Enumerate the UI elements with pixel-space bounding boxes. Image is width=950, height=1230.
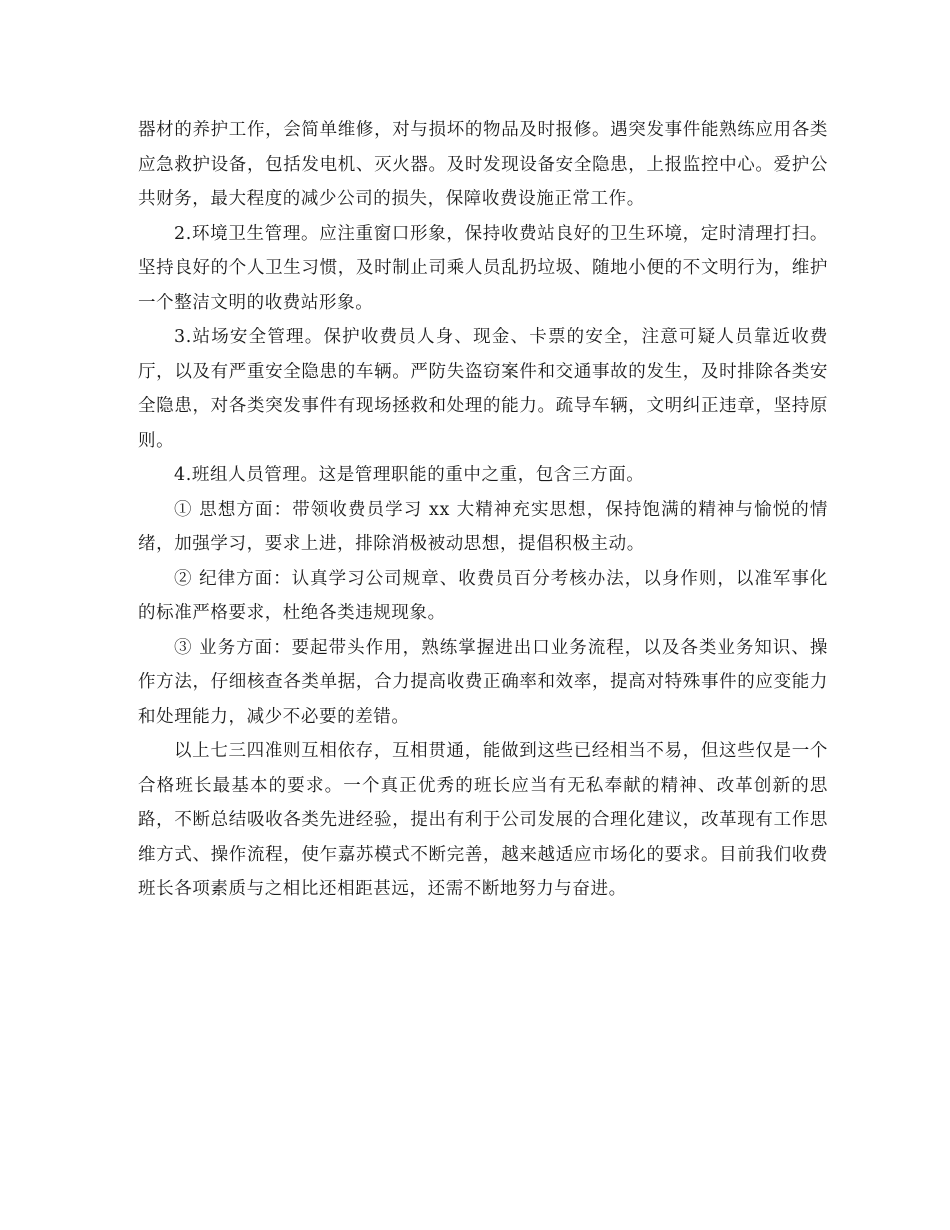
- document-body: [138, 113, 828, 907]
- paragraph-discipline: ② 纪律方面：认真学习公司规章、收费员百分考核办法，以身作则，以准军事化的标准严格要求，杜绝各类违规现象。: [138, 568, 828, 623]
- paragraph-ideology: ① 思想方面：带领收费员学习 xx 大精神充实思想，保持饱满的精神与愉悦的情绪，加强学习，要求上进，排除消极被动思想，提倡积极主动。: [138, 499, 828, 554]
- paragraph-environment-hygiene: 2.环境卫生管理。应注重窗口形象，保持收费站良好的卫生环境，定时清理打扫。坚持良好的个人卫生习惯，及时制止司乘人员乱扔垃圾、随地小便的不文明行为，维护一个整洁文明的收费站形象。: [138, 223, 828, 313]
- paragraph-conclusion: 以上七三四准则互相依存，互相贯通，能做到这些已经相当不易，但这些仅是一个合格班长最基本的要求。一个真正优秀的班长应当有无私奉献的精神、改革创新的思路，不断总结吸收各类先进经验，提出有利于公司发展的合理化建议，改革现有工作思维方式、操作流程，使乍嘉苏模式不断完善，越来越适应市场化的要求。目前我们收费班长各项素质与之相比还相距甚远，还需不断地努力与奋进。: [138, 741, 828, 899]
- paragraph-business: ③ 业务方面：要起带头作用，熟练掌握进出口业务流程，以及各类业务知识、操作方法，仔细核查各类单据，合力提高收费正确率和效率，提高对特殊事件的应变能力和处理能力，减少不必要的差错。: [138, 637, 828, 727]
- paragraph-equipment-maintenance: 器材的养护工作，会简单维修，对与损坏的物品及时报修。遇突发事件能熟练应用各类应急救护设备，包括发电机、灭火器。及时发现设备安全隐患，上报监控中心。爱护公共财务，最大程度的减少公司的损失，保障收费设施正常工作。: [138, 120, 828, 209]
- paragraph-site-safety: 3.站场安全管理。保护收费员人身、现金、卡票的安全，注意可疑人员靠近收费厅，以及有严重安全隐患的车辆。严防失盗窃案件和交通事故的发生，及时排除各类安全隐患，对各类突发事件有现场拯救和处理的能力。疏导车辆，文明纠正违章，坚持原则。: [138, 327, 828, 451]
- paragraph-staff-management: 4.班组人员管理。这是管理职能的重中之重，包含三方面。: [174, 465, 645, 485]
